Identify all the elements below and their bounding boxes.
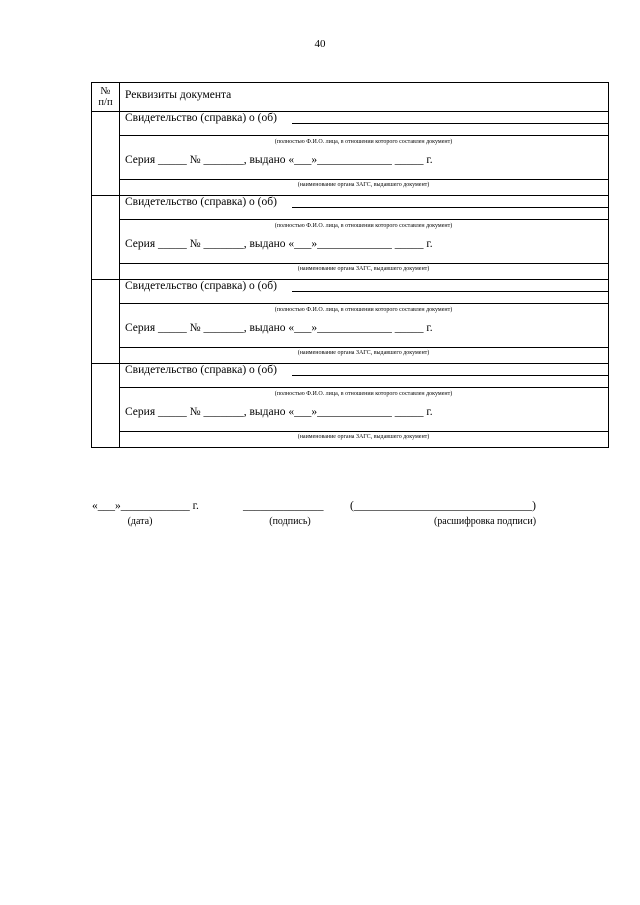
date-caption: (дата) (127, 516, 153, 527)
person-name-line[interactable] (292, 123, 608, 124)
document-details-table (91, 82, 609, 448)
series-issued-line: Серия _____ № _______, выдано «___»_____________ _____ г. (125, 154, 433, 166)
header-number-symbol: № (100, 86, 111, 97)
series-issued-line: Серия _____ № _______, выдано «___»_____________ _____ г. (125, 406, 433, 418)
certificate-block (92, 195, 608, 280)
person-name-line-2[interactable] (119, 135, 608, 136)
office-name-line[interactable] (119, 263, 608, 264)
office-caption: (наименование органа ЗАГС, выдавшего документ) (297, 182, 430, 188)
certificate-block (92, 111, 608, 196)
signature-decode[interactable]: (_______________________________) (350, 500, 536, 512)
series-issued-line: Серия _____ № _______, выдано «___»_____________ _____ г. (125, 322, 433, 334)
person-caption: (полностью Ф.И.О. лица, в отношении которого составлен документ) (274, 223, 453, 229)
person-name-line[interactable] (292, 291, 608, 292)
person-name-line-2[interactable] (119, 219, 608, 220)
certificate-label: Свидетельство (справка) о (об) (125, 196, 277, 208)
certificate-label: Свидетельство (справка) о (об) (125, 364, 277, 376)
certificate-block (92, 363, 608, 447)
signature-line[interactable]: ______________ (243, 500, 324, 512)
decode-caption: (расшифровка подписи) (433, 516, 537, 527)
office-caption: (наименование органа ЗАГС, выдавшего документ) (297, 266, 430, 272)
certificate-label: Свидетельство (справка) о (об) (125, 112, 277, 124)
certificate-block (92, 279, 608, 364)
person-name-line[interactable] (292, 375, 608, 376)
table-header-row (92, 83, 608, 112)
header-number-abbr: п/п (98, 97, 113, 108)
person-name-line-2[interactable] (119, 387, 608, 388)
person-name-line-2[interactable] (119, 303, 608, 304)
person-name-line[interactable] (292, 207, 608, 208)
person-caption: (полностью Ф.И.О. лица, в отношении которого составлен документ) (274, 139, 453, 145)
page-number: 40 (314, 38, 326, 50)
person-caption: (полностью Ф.И.О. лица, в отношении которого составлен документ) (274, 391, 453, 397)
office-name-line[interactable] (119, 179, 608, 180)
office-name-line[interactable] (119, 347, 608, 348)
office-caption: (наименование органа ЗАГС, выдавшего документ) (297, 434, 430, 440)
office-name-line[interactable] (119, 431, 608, 432)
header-details-column: Реквизиты документа (125, 89, 232, 101)
signature-caption: (подпись) (269, 516, 311, 527)
certificate-label: Свидетельство (справка) о (об) (125, 280, 277, 292)
series-issued-line: Серия _____ № _______, выдано «___»_____________ _____ г. (125, 238, 433, 250)
office-caption: (наименование органа ЗАГС, выдавшего документ) (297, 350, 430, 356)
person-caption: (полностью Ф.И.О. лица, в отношении которого составлен документ) (274, 307, 453, 313)
signature-date[interactable]: «___»____________ г. (92, 500, 199, 512)
header-number-column (92, 86, 119, 108)
